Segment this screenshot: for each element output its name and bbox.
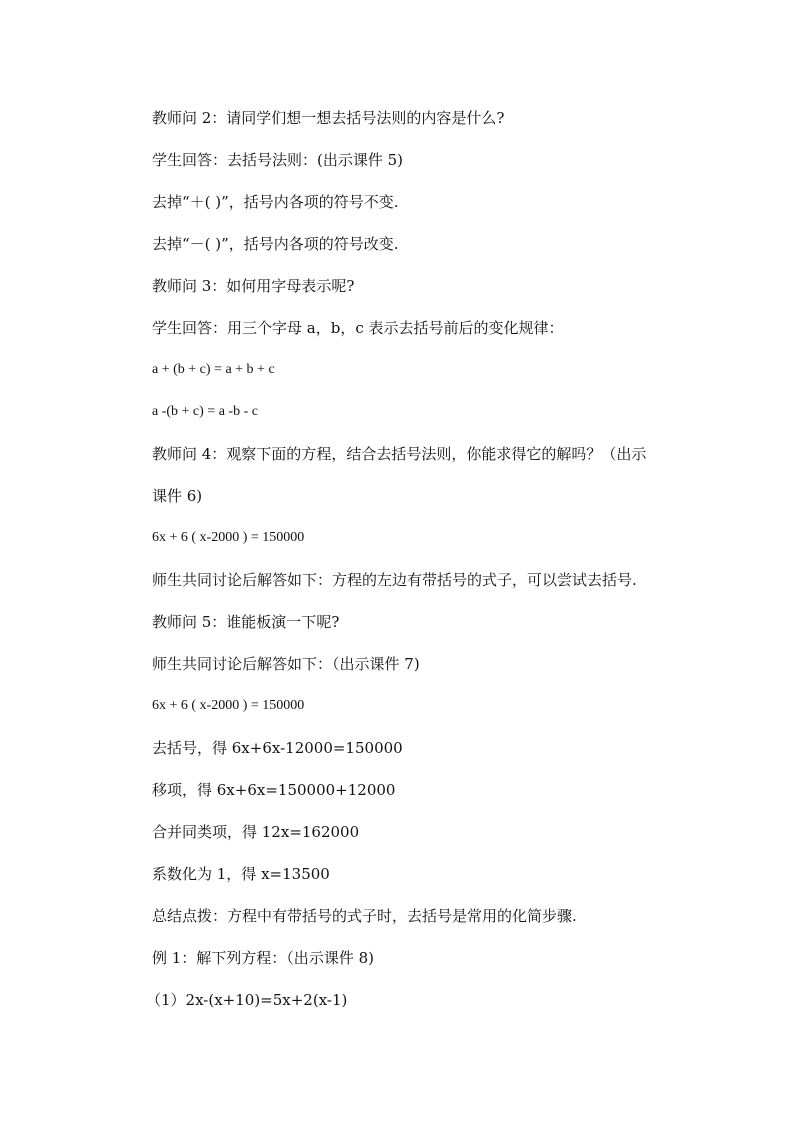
step-transpose: 移项，得 6x+6x=150000+12000 — [152, 781, 396, 799]
rule-plus: 去掉“＋( )”，括号内各项的符号不变. — [152, 193, 399, 211]
equation-1: 6x + 6 ( x-2000 ) = 150000 — [152, 530, 305, 545]
teacher-question-2: 教师问 2：请同学们想一想去括号法则的内容是什么? — [152, 109, 505, 127]
teacher-question-3: 教师问 3：如何用字母表示呢? — [152, 277, 355, 295]
discussion-answer-1: 师生共同讨论后解答如下：方程的左边有带括号的式子，可以尝试去括号. — [152, 571, 637, 589]
teacher-question-4-continued: 课件 6) — [152, 487, 203, 505]
rule-minus: 去掉“－( )”，括号内各项的符号改变. — [152, 235, 399, 253]
step-coefficient: 系数化为 1，得 x=13500 — [152, 865, 330, 883]
formula-plus: a + (b + c) = a + b + c — [152, 362, 275, 377]
example-1-heading: 例 1：解下列方程：（出示课件 8) — [152, 949, 374, 967]
teacher-question-5: 教师问 5：谁能板演一下呢? — [152, 613, 340, 631]
step-remove-brackets: 去括号，得 6x+6x-12000=150000 — [152, 739, 403, 757]
step-combine-terms: 合并同类项，得 12x=162000 — [152, 823, 360, 841]
student-answer-rule: 学生回答：去括号法则：(出示课件 5) — [152, 151, 404, 169]
equation-2: 6x + 6 ( x-2000 ) = 150000 — [152, 698, 305, 713]
discussion-answer-2: 师生共同讨论后解答如下：（出示课件 7) — [152, 655, 420, 673]
formula-minus: a -(b + c) = a -b - c — [152, 404, 258, 419]
summary-tip: 总结点拨：方程中有带括号的式子时，去括号是常用的化简步骤. — [152, 907, 577, 925]
student-answer-letters: 学生回答：用三个字母 a，b，c 表示去括号前后的变化规律： — [152, 319, 564, 337]
example-1-equation: （1）2x-(x+10)=5x+2(x-1) — [146, 991, 348, 1009]
teacher-question-4: 教师问 4：观察下面的方程，结合去括号法则，你能求得它的解吗？（出示 — [152, 445, 647, 463]
